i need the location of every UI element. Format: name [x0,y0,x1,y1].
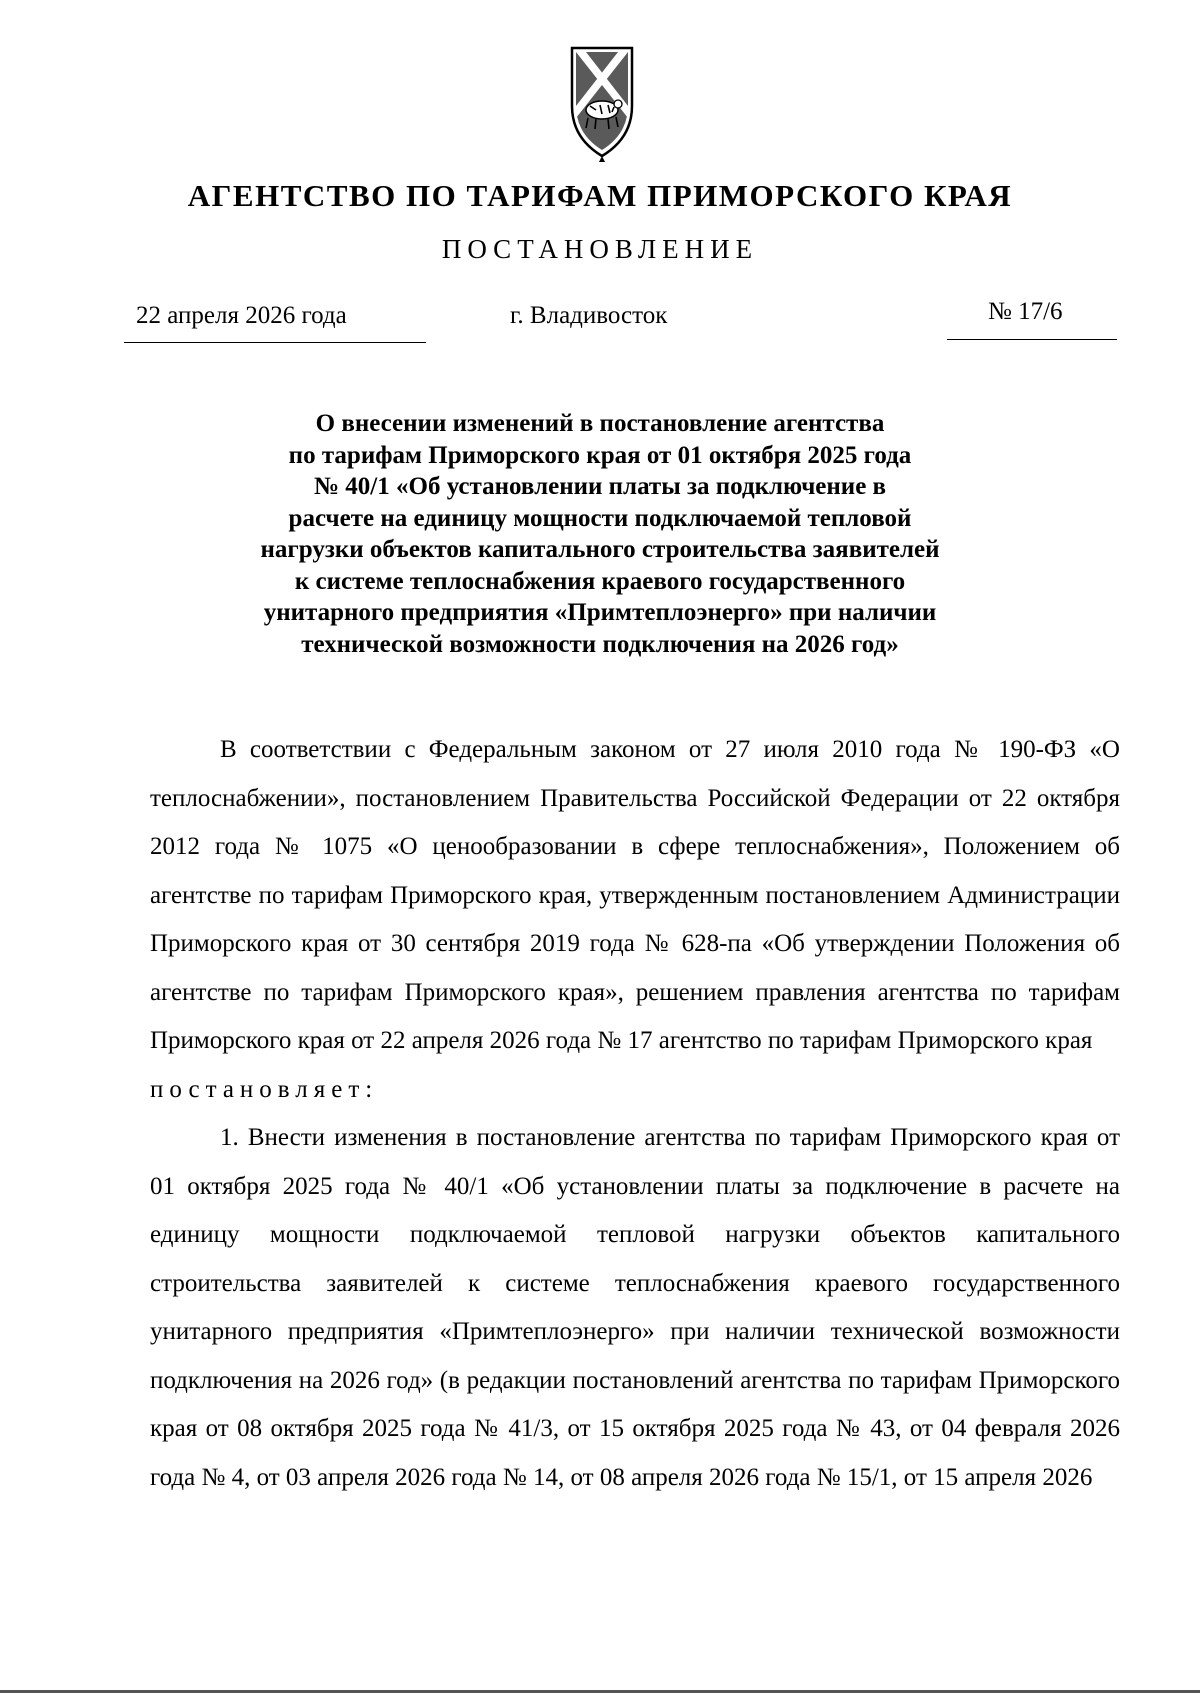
title-line: расчете на единицу мощности подключаемой тепловой [288,504,912,532]
date-underline [124,342,426,343]
document-city: г. Владивосток [510,302,668,329]
title-line: к системе теплоснабжения краевого государственного [294,567,906,595]
title-line: № 40/1 «Об установлении платы за подключение в [313,473,887,500]
number-underline [947,339,1117,340]
item-1-paragraph: 1. Внести изменения в постановление агентства по тарифам Приморского края от 01 октября 2025 года № 40/1 «Об установлении платы за подключение в расчете на единицу мощности подключаемой тепловой нагрузки объектов капитального строительства заявителей к системе теплоснабжения краевого государственного унитарного предприятия «Примтеплоэнерго» при наличии технической возможности подключения на 2026 год» (в редакции постановлений агентства по тарифам Приморского края от 08 октября 2025 года № 41/3, от 15 октября 2025 года № 43, от 04 февраля 2026 года № 4, от 03 апреля 2026 года № 14, от 08 апреля 2026 года № 15/1, от 15 апреля 2026 [150,1124,1120,1491]
title-line: по тарифам Приморского края от 01 октября 2025 года [288,441,912,469]
title-line: унитарного предприятия «Примтеплоэнерго» при наличии [263,599,937,626]
agency-name: АГЕНТСТВО ПО ТАРИФАМ ПРИМОРСКОГО КРАЯ [187,178,1013,213]
document-type: ПОСТАНОВЛЕНИЕ [441,234,759,264]
title-line: нагрузки объектов капитального строительства заявителей [260,536,940,563]
document-body [150,726,1120,1502]
document-title [150,408,1050,660]
document-number: № 17/6 [988,298,1063,325]
preamble-paragraph: В соответствии с Федеральным законом от 27 июля 2010 года № 190-ФЗ «О теплоснабжении», постановлением Правительства Российской Федерации от 22 октября 2012 года № 1075 «О ценообразовании в сфере теплоснабжения», Положением об агентстве по тарифам Приморского края, утвержденным постановлением Администрации Приморского края от 30 сентября 2019 года № 628-па «Об утверждении Положения об агентстве по тарифам Приморского края», решением правления агентства по тарифам Приморского края от 22 апреля 2026 года № 17 агентство по тарифам Приморского края [150,736,1120,1054]
title-line: технической возможности подключения на 2026 год» [301,630,899,658]
coat-of-arms-emblem [566,44,638,164]
title-line: О внесении изменений в постановление агентства [315,410,885,437]
document-date: 22 апреля 2026 года [136,302,347,329]
resolves-word: постановляет: [150,1075,379,1103]
page-bottom-edge [0,1690,1200,1693]
